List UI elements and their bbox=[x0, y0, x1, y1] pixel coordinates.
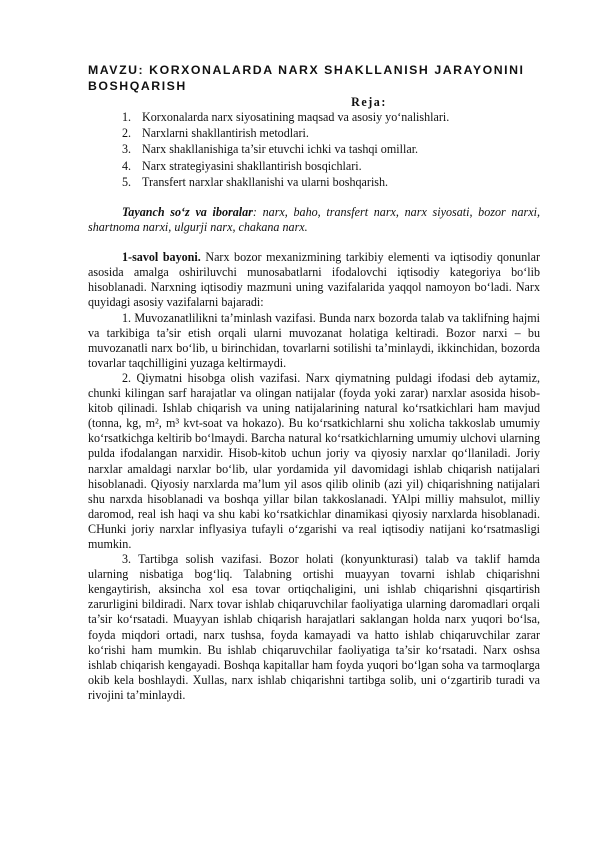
question-1-intro bbox=[88, 250, 540, 310]
plan-item bbox=[122, 109, 540, 125]
function-1-paragraph: 1. Muvozanatlilikni ta’minlash vazifasi. Bunda narx bozorda talab va taklifning hajmi va tarkibiga ta’sir etish orqali ularni muvozanat holatiga keltiradi. Bozor narxi – bu muvozanatli narx bo‘lib, u birinchidan, tovarlarni sotilishi ta’minlaydi, ikkinchidan, bozorda tovarlar taqchilligini yuzaga keltirmaydi. bbox=[88, 310, 540, 370]
plan-item bbox=[122, 125, 540, 141]
question-1-label: 1-savol bayoni. bbox=[122, 250, 201, 265]
spacer bbox=[88, 235, 540, 250]
plan-item-text: Narxlarni shakllantirish metodlari. bbox=[142, 126, 309, 141]
keywords-paragraph bbox=[88, 205, 540, 235]
plan-item-text: Korxonalarda narx siyosatining maqsad va asosiy yo‘nalishlari. bbox=[142, 110, 450, 124]
plan-item-text: Transfert narxlar shakllanishi va ularni boshqarish. bbox=[142, 174, 389, 189]
function-2-paragraph: 2. Qiymatni hisobga olish vazifasi. Narx qiymatning puldagi ifodasi deb aytamiz, chunki kilingan sarf harajatlar va olingan natijalar (foyda yoki zarar) narxlar asosida hisob-kitob qilinadi. Ishlab chiqarish va uning natijalarining natural ko‘rsatkichlari ham mavjud (tonna, kg, m², m³ kvt-soat va hokazo). Bu ko‘rsatkichlarni shu xolicha takkoslab umumiy ko‘rsatkichga keltirib bo‘lmaydi. Barcha natural ko‘rsatkichlarning umumiy ulchovi ularning pulda ifodalangan narxidir. Hisob-kitob uchun joriy va qiyosiy narxlar qo‘llaniladi. Joriy narxlar amaldagi narxlar bo‘lib, ular yordamida yil davomidagi ishlab chiqarish natijalari hisoblanadi. Qiyosiy narxlarda ma’lum yil asos qilib olinib (azi yil) chiqarishning natijalari shu narxda hisoblanadi va boshqa yillar bilan takkoslanadi. YAlpi milliy mahsulot, milliy daromod, real ish haqi va shu kabi ko‘rsatkichlar dinamikasi qiyosiy narxlarda hisoblanadi. CHunki joriy narxlar inflyasiya tufayli o‘zgarishi va real iqtisodiy natijani ko‘rsatmasligi mumkin. bbox=[88, 370, 540, 551]
plan-item-text: Narx strategiyasini shakllantirish bosqichlari. bbox=[142, 158, 362, 173]
plan-item bbox=[122, 141, 540, 157]
plan-list bbox=[88, 109, 540, 190]
plan-item-number: 4. bbox=[122, 158, 132, 173]
plan-item-number: 3. bbox=[122, 142, 132, 157]
plan-item-number: 1. bbox=[122, 110, 132, 124]
plan-item-text: Narx shakllanishiga ta’sir etuvchi ichki va tashqi omillar. bbox=[142, 142, 419, 157]
plan-item-number: 2. bbox=[122, 126, 132, 141]
page-title: MAVZU: KORXONALARDA NARX SHAKLLANISH JARAYONINI BOSHQARISH bbox=[88, 63, 525, 93]
plan-item-number: 5. bbox=[122, 174, 132, 189]
plan-item bbox=[122, 174, 540, 190]
plan-item bbox=[122, 158, 540, 174]
keywords-text: : narx, baho, transfert narx, narx siyosati, bozor narxi, shartnoma narxi, ulgurji narx, chakana narx. bbox=[88, 205, 540, 235]
plan-heading: Reja: bbox=[351, 95, 387, 109]
spacer bbox=[88, 190, 540, 205]
keywords-label: Tayanch so‘z va iboralar bbox=[122, 205, 253, 220]
question-1-text: Narx bozor mexanizmining tarkibiy elementi va iqtisodiy qonunlar asosida amalga oshiriluvchi munosabatlarni ifodalovchi iqtisodiy kategoriya bo‘lib hisoblanadi. Narxning iqtisodiy mazmuni uning vazifalarida yaqqol namoyon bo‘ladi. Narx quyidagi asosiy vazifalarni bajaradi: bbox=[88, 250, 541, 310]
function-3-paragraph: 3. Tartibga solish vazifasi. Bozor holati (konyunkturasi) talab va taklif hamda ularning nisbatiga bog‘liq. Talabning ortishi muayyan tovarni ishlab chiqarishni kengaytirish, aksincha xol esa tovar ortiqchaligini, uni ishlab chiqarishni qisqartirish zarurligini bildiradi. Narx tovar ishlab chiqaruvchilar faoliyatiga ularning daromadlari orqali ta’sir ko‘rsatadi. Muayyan ishlab chiqarish harajatlari saklangan holda narx yuqori bo‘lsa, foyda miqdori ortadi, narx tushsa, foyda kamayadi va hatto ishlab chiqaruvchilar zarar ko‘rishi ham mumkin. Bu ishlab chiqaruvchilar faoliyatiga ta’sir ko‘rsatadi. Narx oshsa ishlab chiqarish kengayadi. Boshqa kapitallar ham foyda yuqori bo‘lgan soha va tarmoqlarga okib kela boshlaydi. Xullas, narx ishlab chiqarishni tartibga solib, uni o‘zgartirib turadi va rivojini ta’minlaydi. bbox=[88, 552, 540, 702]
